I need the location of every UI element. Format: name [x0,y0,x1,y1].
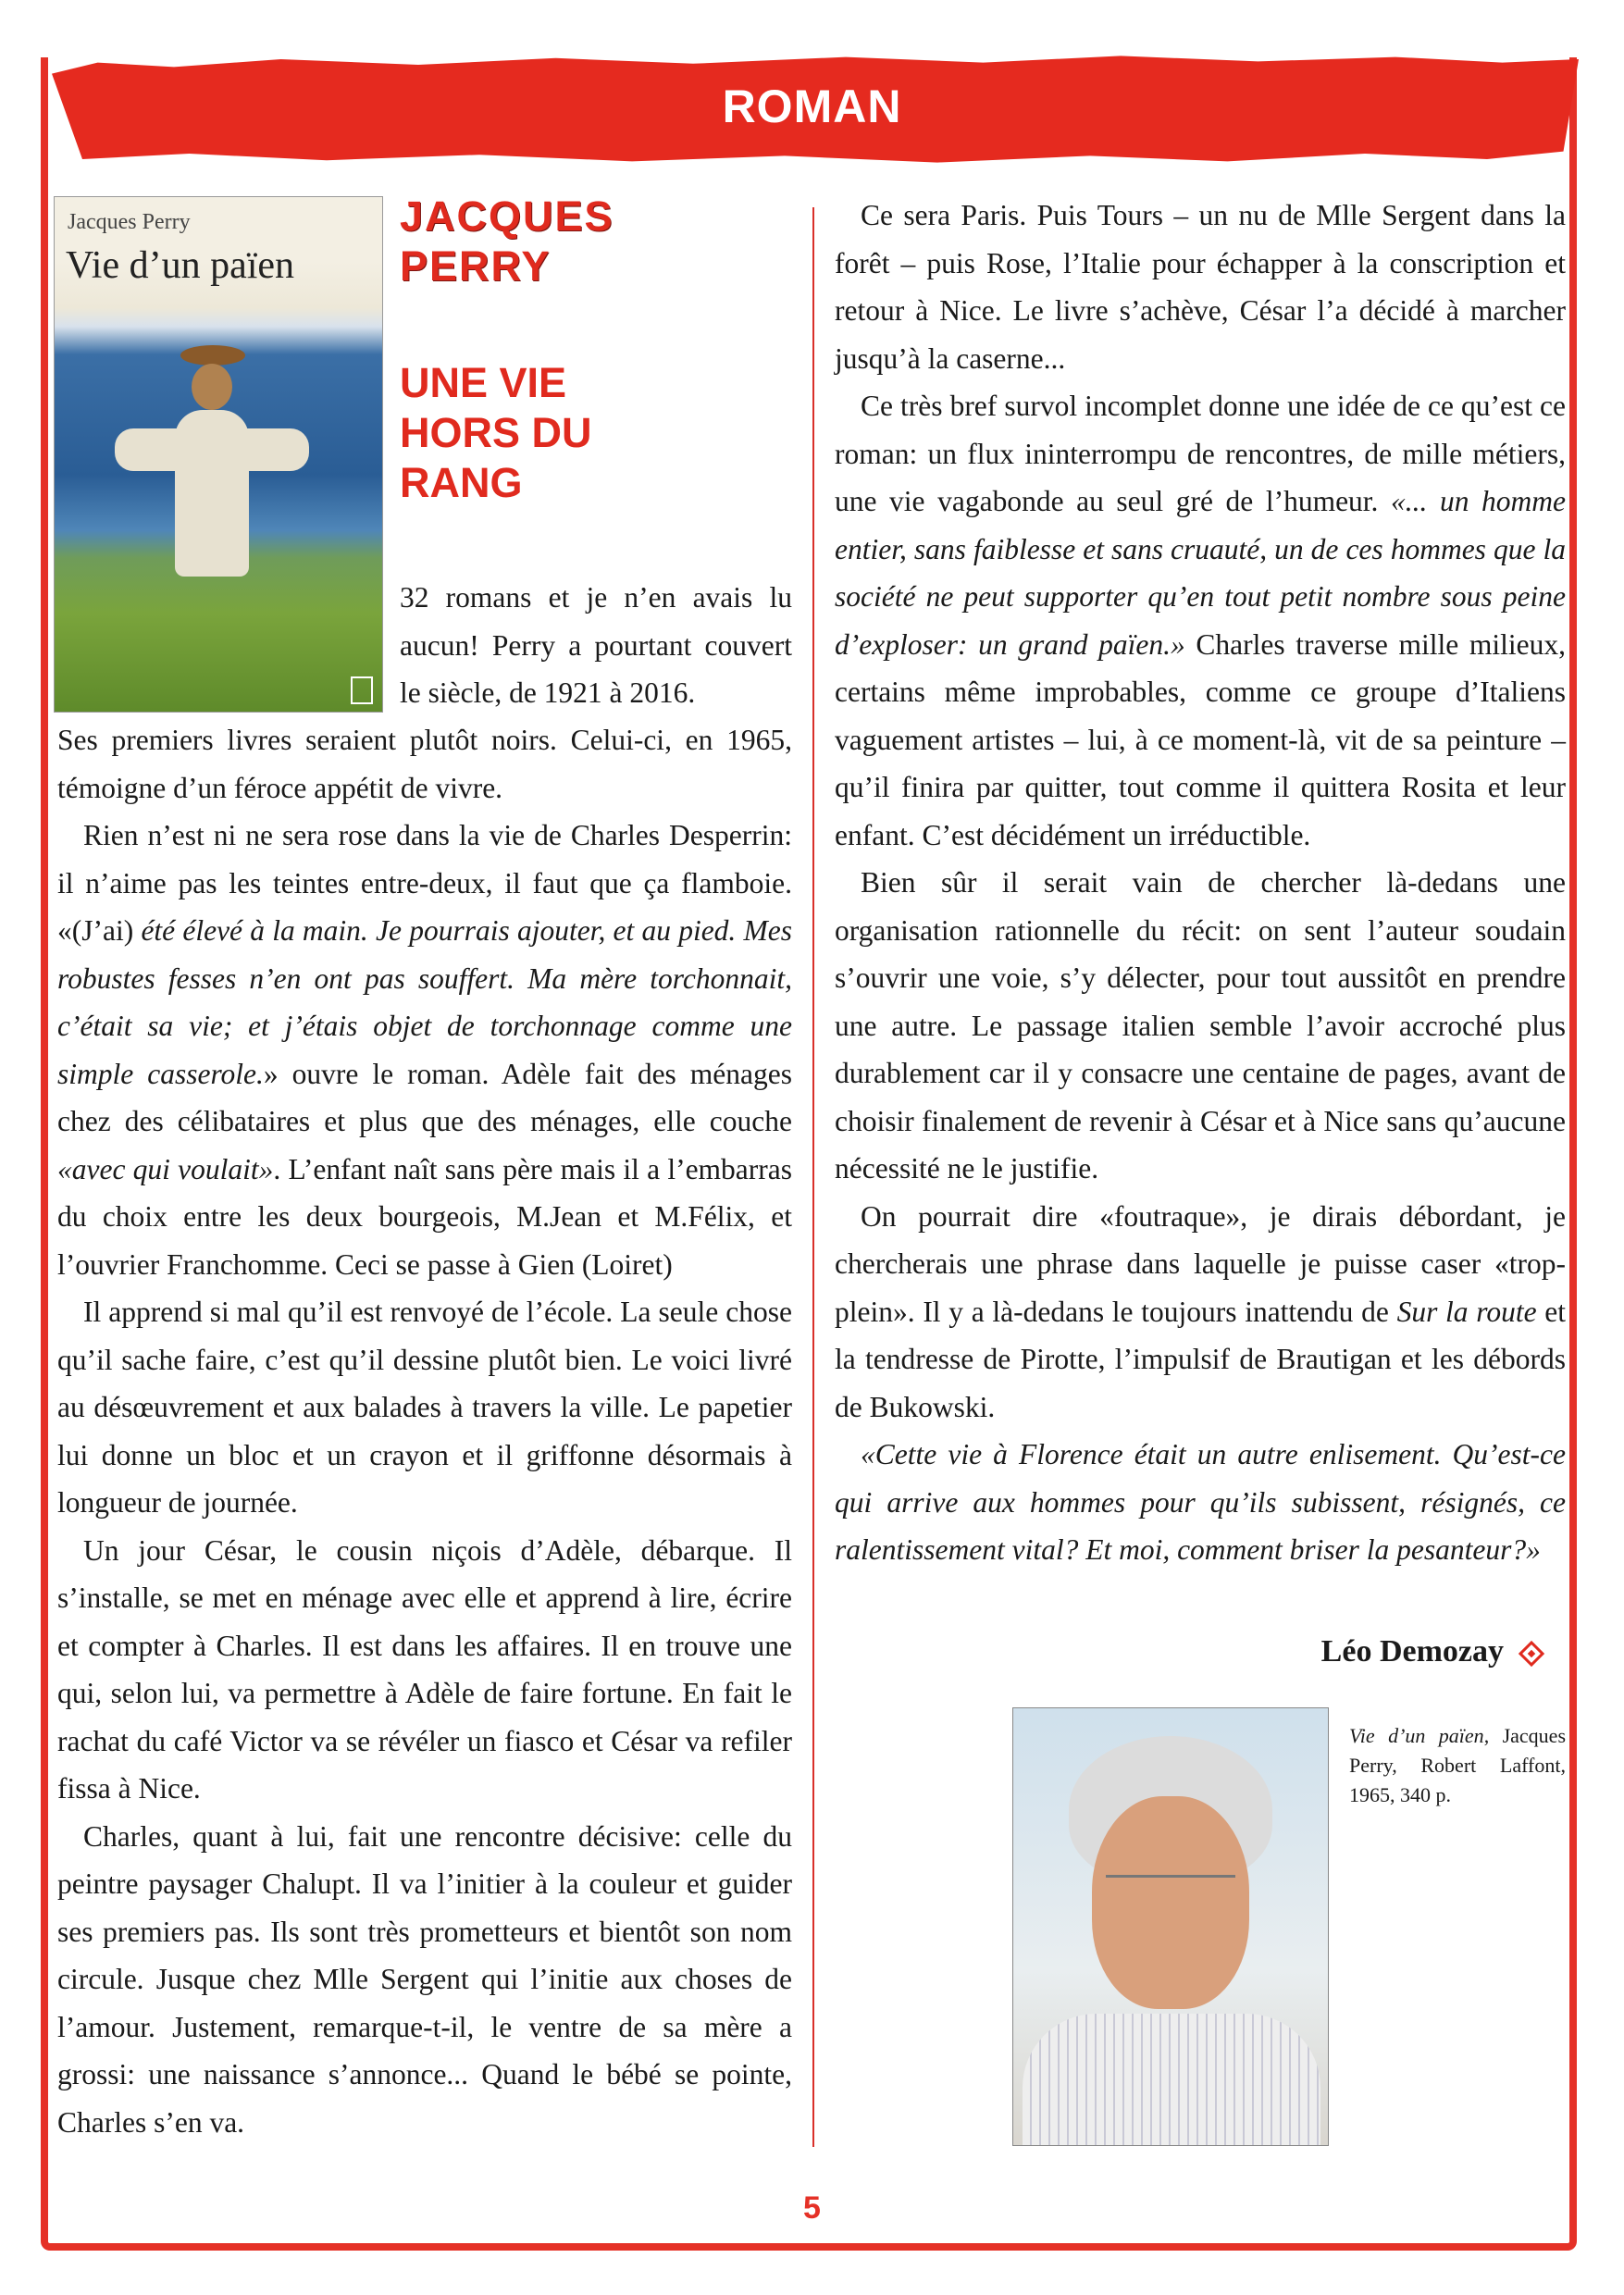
intro-text: 32 romans et je n’en avais lu aucun! Perry a pourtant couvert le siècle, de 1921 à 2016. [400,581,792,709]
author-portrait-photo [1012,1707,1329,2146]
section-title: ROMAN [722,81,902,132]
paragraph [835,1431,1566,1574]
paragraph: Ce très bref survol incomplet donne une idée de ce qu’est ce roman: un flux ininterrompu de rencontres, de mille métiers, une vie vagabonde au seul gré de l’humeur. «... un homme entier, sans faiblesse et sans cruauté, un de ces hommes que la société ne peut supporter qu’en tout petit nombre sous peine d’exploser: un grand païen.» Charles traverse mille milieux, certains même improbables, comme ce groupe d’Italiens vaguement artistes – lui, à ce moment-là, vit de sa peinture – qu’il finira par quitter, tout comme il quittera Rosita et leur enfant. C’est décidément un irréductible. [835,390,1567,851]
quote: «... un homme entier, sans faiblesse et sans cruauté, un de ces hommes que la société ne peut supporter qu’en tout petit nombre sous peine d’exploser: un grand païen.» [835,485,1566,661]
column-left [57,716,792,2146]
article-title-heading: UNE VIE HORS DU RANG [400,359,592,506]
book-cover-image [54,196,383,713]
quote: «avec qui voulait» [57,1152,274,1185]
signature [1321,1634,1541,1669]
paragraph: On pourrait dire «foutraque», je dirais débordant, je chercherais une phrase dans laquelle je puisse caser «trop-plein». Il y a là-dedans le toujours inattendu de Sur la route et la tendresse de Pirotte, l’impulsif de Brautigan et les débords de Bukowski. [835,1199,1566,1423]
page-number: 5 [803,2190,821,2226]
book-reference-caption [1349,1721,1566,1810]
paragraph: Rien n’est ni ne sera rose dans la vie de Charles Desperrin: il n’aime pas les teintes entre-deux, il faut que ça flamboie. «(J’ai) été élevé à la main. Je pourrais ajouter, et au pied. Mes robustes fesses n’en ont pas souffert. Ma mère torchonnait, c’était sa vie; et j’étais objet de torchonnage comme une simple casserole.» ouvre le roman. Adèle fait des ménages chez des célibataires et plus que des ménages, elle couche «avec qui voulait». L’enfant naît sans père mais il a l’embarras du choix entre les deux bourgeois, M.Jean et M.Félix, et l’ouvrier Franchomme. Ceci se passe à Gien (Loiret) [57,819,792,1281]
paragraph: Charles, quant à lui, fait une rencontre décisive: celle du peintre paysager Chalupt. Il va l’initier à la couleur et guider ses premiers pas. Ils sont très prometteurs et bientôt son nom circule. Jusque chez Mlle Sergent qui l’initie aux choses de l’amour. Justement, remarque-t-il, le ventre de sa mère a grossi: une naissance s’annonce... Quand le bébé se pointe, Charles s’en va. [57,1819,792,2139]
quote: été élevé à la main. Je pourrais ajouter, et au pied. Mes robustes fesses n’en ont pas souffert. Ma mère torchonnait, c’était sa vie; et j’étais objet de torchonnage comme une simple casserole. [57,914,792,1090]
article-author-heading: JACQUES PERRY [400,192,614,290]
cover-scarecrow-body [175,410,249,577]
paragraph: Bien sûr il serait vain de chercher là-dedans une organisation rationnelle du récit: on sent l’auteur soudain s’ouvrir une voie, s’y délecter, pour tout aussitôt en prendre une autre. Le passage italien semble l’avoir accroché plus durablement car il y consacre une centaine de pages, avant de choisir finalement de revenir à César et à Nice sans qu’aucune nécessité ne le justifie. [835,866,1566,1185]
cover-author: Jacques Perry [68,210,191,234]
caption-title: Vie d’un païen [1349,1724,1484,1747]
paragraph: Ce sera Paris. Puis Tours – un nu de Mlle Sergent dans la forêt – puis Rose, l’Italie pour échapper à la conscription et retour à Nice. Le livre s’achève, César l’a décidé à marcher jusqu’à la caserne... [835,199,1566,375]
paragraph: Il apprend si mal qu’il est renvoyé de l’école. La seule chose qu’il sache faire, c’est qu’il dessine plutôt bien. Le voici livré au désœuvrement et aux balades à travers la ville. Le papetier lui donne un bloc et un crayon et il griffonne désormais à longueur de journée. [57,1296,792,1519]
book-title: Sur la route [1396,1295,1537,1328]
column-right [835,192,1566,1574]
cover-title: Vie d’un païen [66,244,295,287]
paragraph: Un jour César, le cousin niçois d’Adèle, débarque. Il s’installe, se met en ménage avec elle et apprend à lire, écrire et compter à Charles. Il est dans les affaires. Il en trouve une qui, selon lui, va permettre à Adèle de faire fortune. En fait le rachat du café Victor va se révéler un fiasco et César va refiler fissa à Nice. [57,1533,792,1805]
caption-details: , Jacques Perry, Robert Laffont, 1965, 340 p. [1349,1724,1567,1806]
portrait-glasses [1106,1875,1235,1915]
publisher-logo-icon [351,676,373,704]
cover-scarecrow-hat [180,345,245,366]
intro-paragraph [400,574,792,717]
signature-name: Léo Demozay [1320,1634,1504,1669]
cover-scarecrow-head [192,364,232,410]
diamond-icon [1519,1641,1544,1667]
portrait-shirt [1023,2014,1320,2146]
paragraph: Ses premiers livres seraient plutôt noirs. Celui-ci, en 1965, témoigne d’un féroce appétit de vivre. [57,724,792,804]
quote: «Cette vie à Florence était un autre enlisement. Qu’est-ce qui arrive aux hommes pour qu’ils subissent, résignés, ce ralentissement vital? Et moi, comment briser la pesanteur?» [835,1438,1566,1566]
column-divider [812,207,814,2147]
